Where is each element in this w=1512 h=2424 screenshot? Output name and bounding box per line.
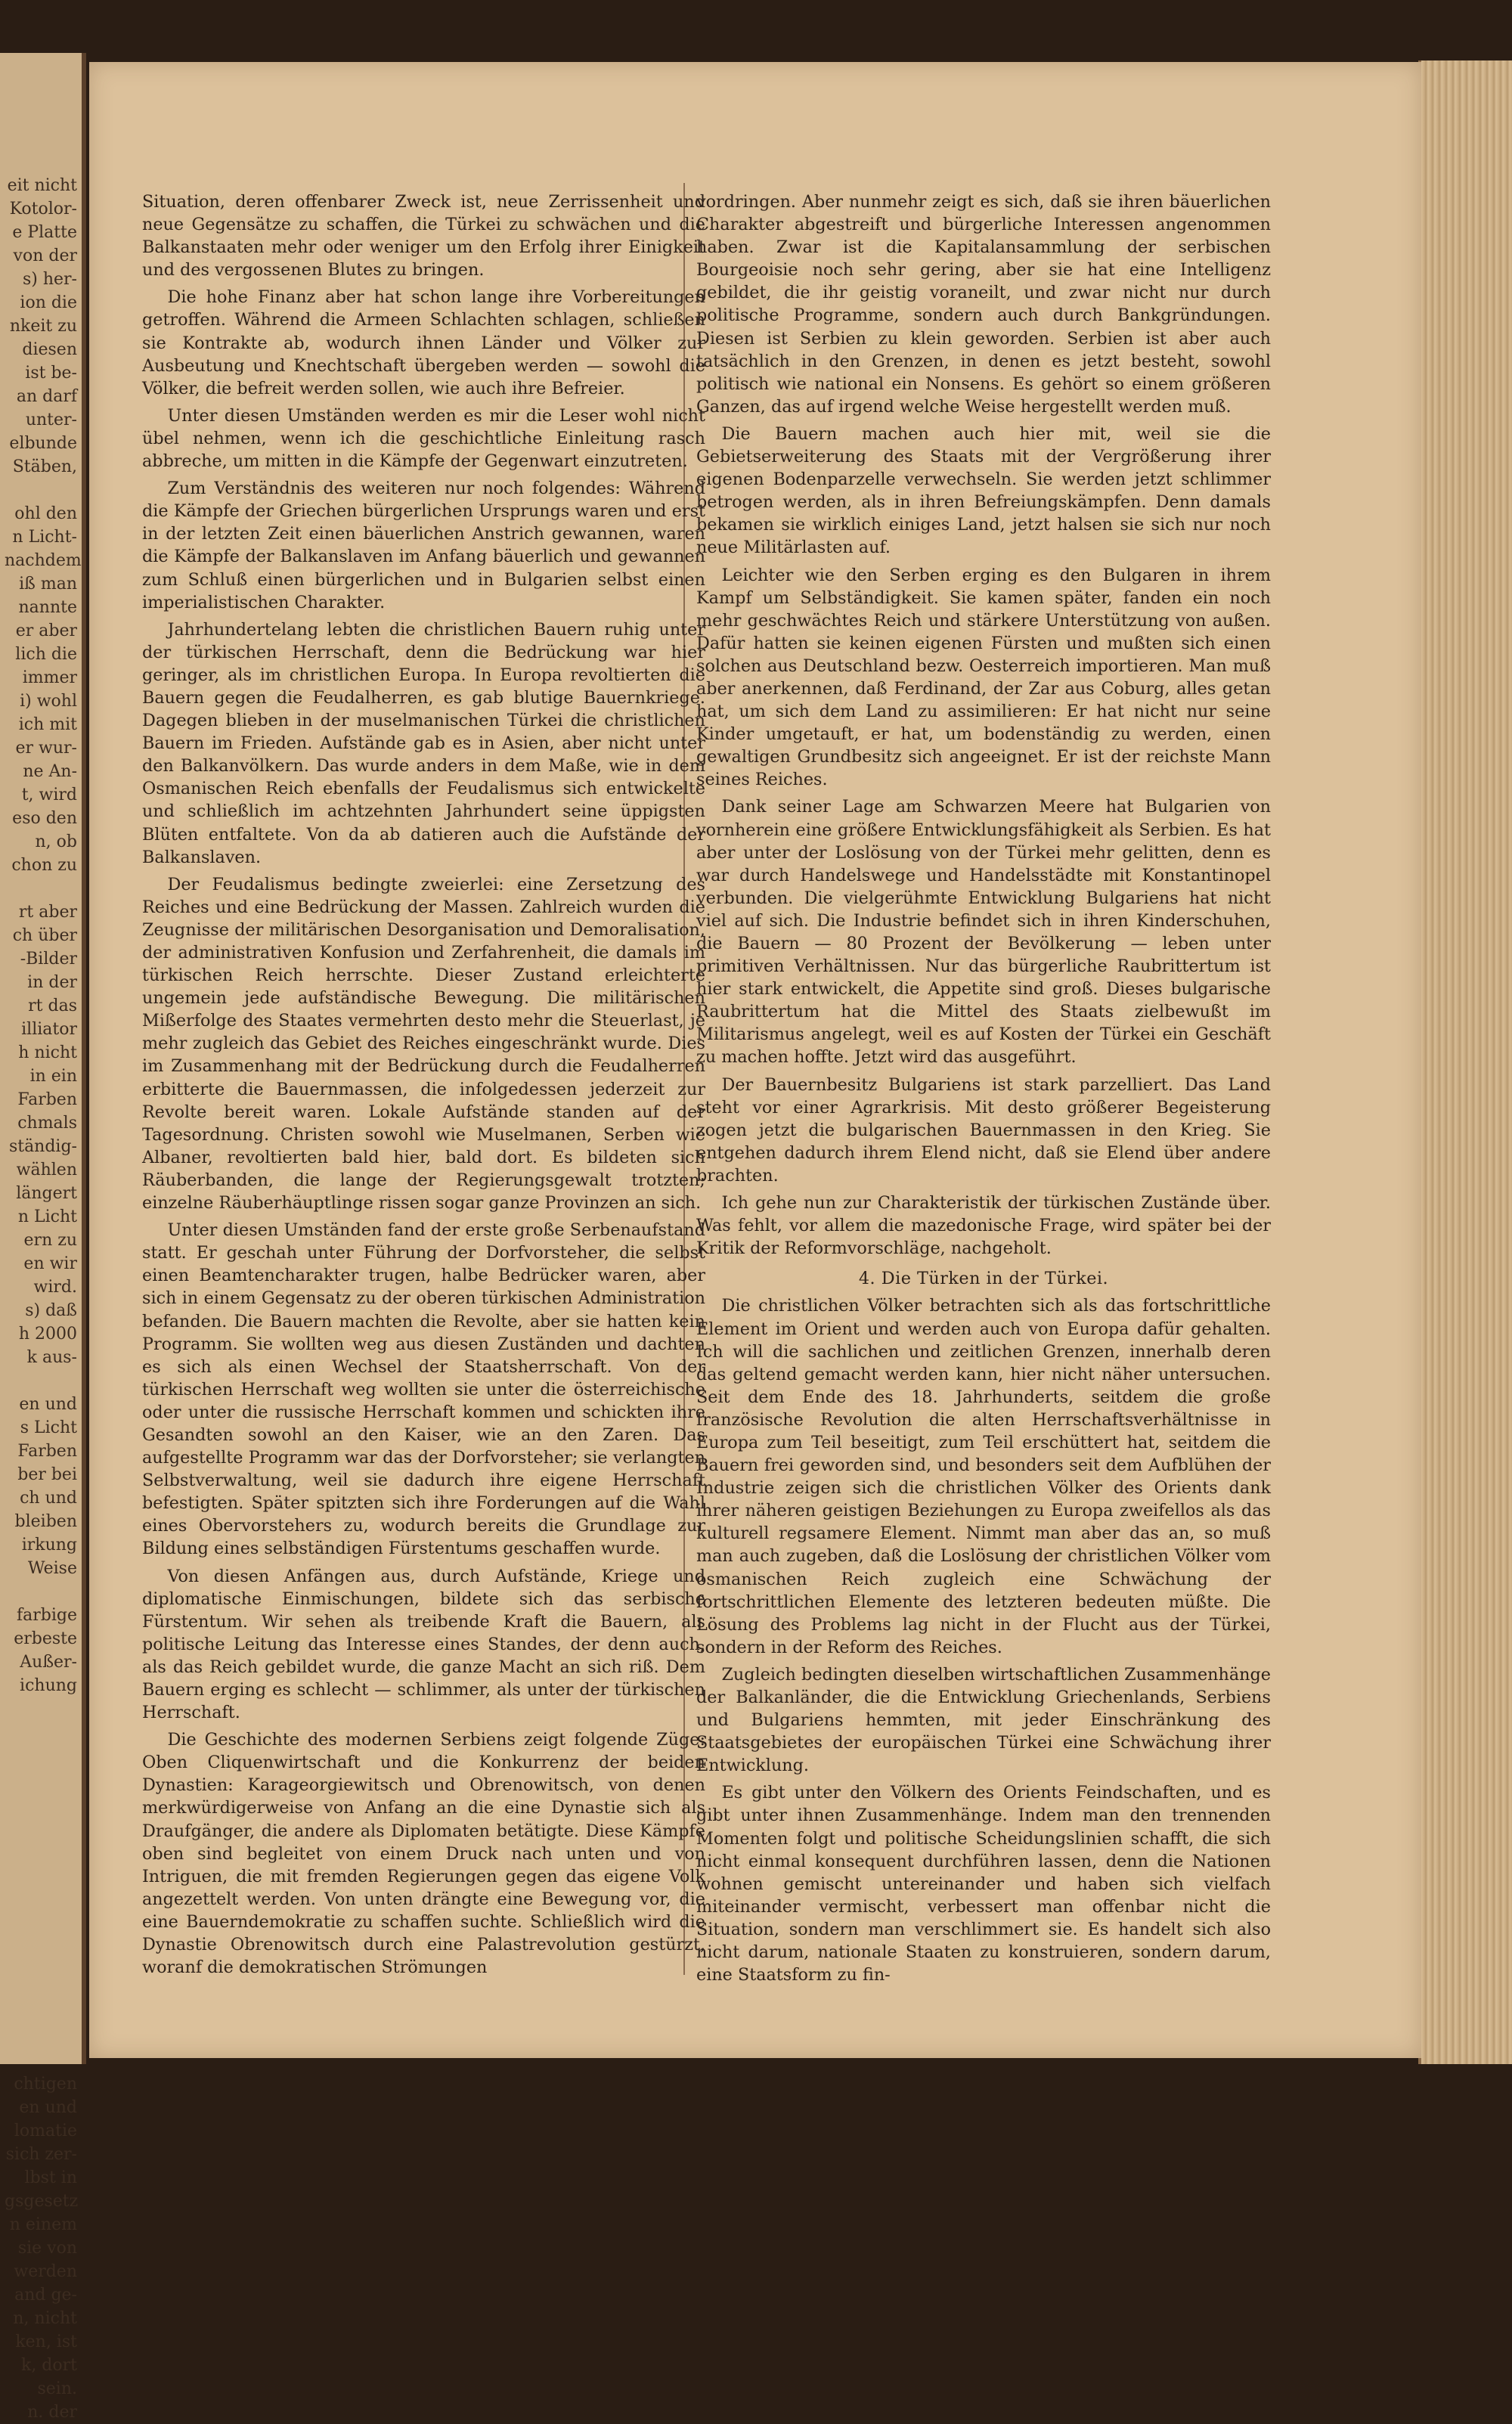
margin-fragment: ständig- (8, 1137, 77, 1156)
margin-fragment: eit nicht (7, 176, 77, 195)
margin-fragment: erbeste (14, 1629, 77, 1648)
margin-fragment: bleiben (14, 1512, 77, 1531)
page-stack-edge (1418, 60, 1512, 2064)
margin-fragment: ber bei (17, 1465, 77, 1484)
paragraph: Zugleich bedingten dieselben wirtschaftlichen Zusammenhänge der Balkanländer, die die Entwicklung Griechenlands, Serbiens und Bulgariens hemmten, mit jeder Einschränkung des Staatsgebietes der europäischen Türkei eine Schwächung ihrer Entwicklung. (696, 1664, 1271, 1776)
margin-fragment: sein. (37, 2379, 77, 2398)
margin-fragment (5, 1369, 77, 1393)
margin-fragment: ken, ist (15, 2333, 77, 2351)
margin-fragment: ich mit (18, 715, 77, 734)
margin-fragment: and ge- (14, 2286, 77, 2305)
paragraph: Jahrhundertelang lebten die christlichen Bauern ruhig unter der türkischen Herrschaft, denn die Bedrückung war hier geringer, als im christlichen Europa. In Europa revoltierten die Bauern gegen die Feudalherren, es gab blutige Bauernkriege. Dagegen blieben in der muselmanischen Türkei die christlichen Bauern im Frieden. Aufstände gab es in Asien, aber nicht unter den Balkanvölkern. Das wurde anders in dem Maße, wie in dem Osmanischen Reich ebenfalls der Feudalismus sich entwickelte und schließlich im achtzehnten Jahrhundert seine üppigsten Blüten entfaltete. Von da ab datieren auch die Aufstände der Balkanslaven. (142, 619, 705, 867)
paragraph: Zum Verständnis des weiteren nur noch folgendes: Während die Kämpfe der Griechen bürgerlichen Ursprungs waren und erst in der letzten Zeit einen bäuerlichen Anstrich gewannen, waren die Kämpfe der Balkanslaven im Anfang bäuerlich und gewannen zum Schluß einen bürgerlichen und in Bulgarien selbst einen imperialistischen Charakter. (142, 479, 705, 612)
margin-fragment (5, 2026, 77, 2049)
margin-fragment: nachdem (5, 551, 82, 570)
paragraph: Die christlichen Völker betrachten sich als das fortschrittliche Element im Orient und werden auch von Europa dafür gehalten. Ich will die sachlichen und zeitlichen Grenzen, innerhalb deren das geltend gemacht werden kann, hier nicht näher untersuchen. Seit dem Ende des 18. Jahrhunderts, seitdem die große französische Revolution die alten Herrschaftsverhältnisse in Europa zum Teil beseitigt, zum Teil erschüttert hat, seitdem die Bauern frei geworden sind, und besonders seit dem Aufblühen der Industrie zeigen sich die christlichen Völker des Orients dank ihrer näheren geistigen Beziehungen zu Europa zweifellos als das kulturell regsamere Element. Nimmt man aber das an, so muß man auch zugeben, daß die Loslösung der christlichen Völker vom osmanischen Reich zugleich eine Schwächung der fortschrittlichen Elemente des letzteren bedeuten müßte. Die Lösung des Problems lag nicht in der Flucht aus der Türkei, sondern in der Reform des Reiches. (696, 1296, 1271, 1657)
margin-fragment: chon zu (11, 856, 77, 875)
margin-fragment: eso den (12, 809, 77, 828)
margin-fragment: in der (27, 973, 77, 992)
margin-fragment: gsgesetz (5, 2192, 79, 2211)
margin-fragment: lich die (15, 645, 77, 664)
margin-fragment: er aber (15, 621, 77, 640)
margin-fragment: n, nicht (13, 2309, 77, 2328)
margin-fragment (5, 1721, 77, 1744)
right-column (696, 191, 1271, 1991)
margin-fragment: farbige (17, 1606, 77, 1625)
paragraph: Der Bauernbesitz Bulgariens ist stark parzelliert. Das Land steht vor einer Agrarkrisis. Mit desto größerer Begeisterung zogen jetzt die bulgarischen Bauernmassen in den Krieg. Sie entgehen dadurch ihrem Elend nicht, daß sie Elend über andere brachten. (696, 1074, 1271, 1186)
margin-fragment (5, 1979, 77, 2002)
margin-fragment (5, 1908, 77, 1932)
margin-fragment (5, 1791, 77, 1815)
paragraph: Die hohe Finanz aber hat schon lange ihre Vorbereitungen getroffen. Während die Armeen Schlachten schlagen, schließen sie Kontrakte ab, wodurch ihnen Länder und Völker zur Ausbeutung und Knechtschaft übergeben werden — sowohl die Völker, die befreit werden sollen, wie auch ihre Befreier. (142, 287, 705, 398)
margin-fragment: k, dort (20, 2356, 77, 2375)
margin-fragment: nannte (18, 598, 77, 617)
margin-fragment (5, 1955, 77, 1979)
margin-fragment: diesen (22, 340, 77, 359)
margin-fragment: chmals (17, 1114, 77, 1133)
margin-fragment: illiator (21, 1020, 77, 1039)
margin-fragment: ohl den (14, 504, 77, 523)
margin-fragment: s Licht (20, 1418, 77, 1437)
paragraph: Unter diesen Umständen werden es mir die Leser wohl nicht übel nehmen, wenn ich die geschichtliche Einleitung rasch abbreche, um mitten in die Kämpfe der Gegenwart einzutreten. (142, 405, 705, 472)
margin-fragment (5, 2002, 77, 2026)
paragraph: Leichter wie den Serben erging es den Bulgaren in ihrem Kampf um Selbständigkeit. Sie kamen später, fanden ein noch mehr geschwächtes Reich und stärkere Unterstützung von außen. Dafür hatten sie keinen eigenen Fürsten und mußten sich einen solchen aus Deutschland bezw. Oesterreich importieren. Man muß aber anerkennen, daß Ferdinand, der Zar aus Coburg, alles getan hat, um sich dem Land zu assimilieren: Er hat nicht nur seine Kinder umgetauft, er hat, um bodenständig zu werden, einen gewaltigen Grundbesitz sich angeeignet. Er ist der reichste Mann seines Reiches. (696, 565, 1271, 790)
paragraph: Ich gehe nun zur Charakteristik der türkischen Zustände über. Was fehlt, vor allem die mazedonische Frage, wird später bei der Kritik der Reformvorschläge, nachgeholt. (696, 1193, 1271, 1259)
margin-fragment: wird. (33, 1278, 77, 1297)
margin-fragment: n Licht (17, 1207, 77, 1226)
margin-fragment: chtigen (14, 2075, 77, 2094)
margin-fragment: h nicht (18, 1043, 77, 1062)
margin-fragment (5, 1932, 77, 1955)
margin-fragment: k aus- (26, 1348, 77, 1367)
margin-fragment (5, 1697, 77, 1721)
margin-fragment: wählen (16, 1161, 77, 1179)
margin-fragment: i) wohl (20, 692, 77, 711)
margin-fragment: unter- (25, 411, 77, 429)
margin-fragment: Kotolor- (9, 200, 77, 219)
margin-fragment: elbunde (9, 434, 77, 453)
margin-fragment (5, 1580, 77, 1604)
margin-fragment: Außer- (20, 1653, 77, 1672)
paragraph: Es gibt unter den Völkern des Orients Feindschaften, und es gibt unter ihnen Zusammenhänge. Indem man den trennenden Momenten folgt und politische Scheidungslinien schafft, die sich nicht einmal konsequent durchführen lassen, denn die Nationen wohnen gemischt untereinander und haben sich vielfach miteinander vermischt, verbessert man offenbar nicht die Situation, sondern man verschlimmert sie. Es handelt sich also nicht darum, nationale Staaten zu konstruieren, sondern darum, eine Staatsform zu fin- (696, 1783, 1271, 1985)
margin-fragment: ne An- (23, 762, 77, 781)
margin-fragment: n, ob (35, 832, 77, 851)
paragraph: vordringen. Aber nunmehr zeigt es sich, daß sie ihren bäuerlichen Charakter abgestreift und bürgerliche Interessen angenommen haben. Zwar ist die Kapitalansammlung der serbischen Bourgeoisie noch sehr gering, aber sie hat eine Intelligenz gebildet, die ihr geistig voraneilt, und zwar nicht nur durch politische Programme, sondern auch durch Bankgründungen. Diesen ist Serbien zu klein geworden. Serbien ist aber auch tatsächlich in den Grenzen, in denen es jetzt besteht, sowohl politisch wie national ein Nonsens. Es gehört so einem größeren Ganzen, das auf irgend welche Weise hergestellt werden muß. (696, 192, 1271, 417)
margin-fragment (5, 479, 77, 502)
margin-fragment: Farben (17, 1090, 77, 1109)
margin-fragment: lomatie (14, 2122, 77, 2140)
paragraph: Situation, deren offenbarer Zweck ist, neue Zerrissenheit und neue Gegensätze zu schaffen, die Türkei zu schwächen und die Balkanstaaten mehr oder weniger um den Erfolg ihrer Einigkeit und des vergossenen Blutes zu bringen. (142, 192, 705, 281)
margin-fragment: sie von (17, 2239, 77, 2258)
margin-fragment: in ein (29, 1067, 77, 1086)
margin-fragment: an darf (16, 387, 77, 406)
margin-fragment (5, 1744, 77, 1768)
margin-fragment (5, 1861, 77, 1885)
margin-fragment: n. der (27, 2403, 77, 2422)
margin-fragment: werden (14, 2262, 77, 2281)
adjacent-page-edge (0, 53, 86, 2422)
paragraph: Von diesen Anfängen aus, durch Aufstände, Kriege und diplomatische Einmischungen, bildete sich das serbische Fürstentum. Wir sehen als treibende Kraft die Bauern, als politische Leitung das Interesse eines Standes, der denn auch, als das Reich gebildet wurde, die ganze Macht an sich riß. Dem Bauern erging es schlecht — schlimmer, als unter der türkischen Herrschaft. (142, 1566, 705, 1723)
margin-fragment (5, 877, 77, 900)
margin-fragment: h 2000 (18, 1325, 77, 1344)
margin-fragment (5, 1815, 77, 1838)
margin-fragment: ion die (20, 293, 77, 312)
margin-fragment: lbst in (24, 2168, 77, 2187)
margin-fragment: Weise (27, 1559, 77, 1578)
margin-fragment: rt das (28, 997, 77, 1015)
paragraph: Der Feudalismus bedingte zweierlei: eine Zersetzung des Reiches und eine Bedrückung der Massen. Zahlreich wurden die Zeugnisse der militärischen Desorganisation und Demoralisation, der administrativen Konfusion und Zerfahrenheit, die damals im türkischen Reich herrschte. Dieser Zustand erleichterte ungemein jede aufständische Bewegung. Die militärischen Mißerfolge des Staates vermehrten desto mehr die Steuerlast, je mehr zugleich das Gebiet des Reiches eingeschränkt wurde. Dies im Zusammenhang mit der Bedrückung durch die Feudalherren erbitterte die Bauernmassen, die infolgedessen jederzeit zur Revolte bereit waren. Lokale Aufstände standen auf der Tagesordnung. Christen sowohl wie Muselmanen, Serben wie Albaner, revoltierten bald hier, bald dort. Es bildeten sich Räuberbanden, die lange der Regierungsgewalt trotzten; einzelne Räuberhäuptlinge rissen sogar ganze Provinzen an sich. (142, 874, 705, 1214)
margin-fragment: -Bilder (20, 950, 77, 969)
margin-fragment: e Platte (12, 223, 77, 242)
left-column (142, 191, 705, 1983)
margin-fragment: en wir (23, 1254, 77, 1273)
margin-fragment (5, 1885, 77, 1908)
margin-fragment: rt aber (18, 903, 77, 922)
margin-fragment: s) her- (22, 270, 77, 289)
paragraph: Die Bauern machen auch hier mit, weil sie die Gebietserweiterung des Staats mit der Vergrößerung ihrer eigenen Bodenparzelle verwechseln. Sie werden jetzt schlimmer betrogen werden, als in ihren Befreiungskämpfen. Denn damals bekamen sie wirklich einiges Land, jetzt halsen sie sich nur noch neue Militärlasten auf. (696, 423, 1271, 558)
paragraph: Die Geschichte des modernen Serbiens zeigt folgende Züge: Oben Cliquenwirtschaft und die Konkurrenz der beiden Dynastien: Karageorgiewitsch und Obrenowitsch, von denen merkwürdigerweise von Anfang an die eine Dynastie sich als Draufgänger, die andere als Diplomaten betätigte. Diese Kämpfe oben sind begleitet von einem Druck nach unten und von Intriguen, die mit fremden Regierungen gegen das eigene Volk angezettelt werden. Von unten drängte eine Bewegung vor, die eine Bauerndemokratie zu schaffen suchte. Schließlich wird die Dynastie Obrenowitsch durch eine Palastrevolution gestürzt, woranf die demokratischen Strömungen (142, 1730, 705, 1978)
adjacent-page-text-fragments (5, 174, 82, 2424)
margin-fragment: ist be- (25, 364, 77, 383)
book-page (89, 62, 1421, 2058)
margin-fragment: en und (19, 2098, 77, 2117)
margin-fragment: n Licht- (12, 528, 77, 547)
margin-fragment: von der (13, 246, 77, 265)
margin-fragment (5, 2049, 77, 2072)
section-heading: 4. Die Türken in der Türkei. (858, 1269, 1109, 1289)
paragraph: Dank seiner Lage am Schwarzen Meere hat Bulgarien von vornherein eine größere Entwicklungsfähigkeit als Serbien. Es hat aber unter der Loslösung von der Türkei mehr gelitten, denn es war durch Handelswege und Handelsstädte mit Konstantinopel verbunden. Die vielgerühmte Entwicklung Bulgariens hat nicht viel auf sich. Die Industrie befindet sich in ihren Kinderschuhen, die Bauern — 80 Prozent der Bevölkerung — leben unter primitiven Verhältnissen. Nur das bürgerliche Raubrittertum ist hier stark entwickelt, die Appetite sind groß. Dieses bulgarische Raubrittertum hat die Mittel des Staats zielbewußt im Militarismus angelegt, weil es auf Kosten der Türkei ein Geschäft zu machen hoffte. Jetzt wird das ausgeführt. (696, 797, 1271, 1068)
margin-fragment: immer (22, 668, 77, 687)
margin-fragment: iß man (19, 575, 77, 594)
margin-fragment: ch und (20, 1489, 77, 1508)
margin-fragment: ch über (12, 926, 77, 945)
margin-fragment: sich zer- (5, 2145, 77, 2164)
margin-fragment: Farben (17, 1442, 77, 1461)
margin-fragment: t, wird (21, 786, 77, 804)
margin-fragment: er wur- (15, 739, 77, 758)
margin-fragment: irkung (21, 1536, 77, 1555)
margin-fragment (5, 1838, 77, 1861)
margin-fragment: ern zu (23, 1231, 77, 1250)
margin-fragment: en und (19, 1395, 77, 1414)
paragraph: Unter diesen Umständen fand der erste große Serbenaufstand statt. Er geschah unter Führung der Dorfvorsteher, die selbst einen Beamtencharakter trugen, halbe Bedrücker waren, aber sich in einem Gegensatz zu der oberen türkischen Administration befanden. Die Bauern machten die Revolte, aber sie hatten kein Programm. Sie wollten weg aus diesen Zuständen und dachten es sich als einen Wechsel der Staatsherrschaft. Von der türkischen Herrschaft weg wollten sie unter die österreichische oder unter die russische Herrschaft kommen und schickten ihre Gesandten sowohl an den Kaiser, wie an den Zaren. Das aufgestellte Programm war das der Dorfvorsteher; sie verlangten Selbstverwaltung, weil sie dadurch ihre eigene Herrschaft befestigten. Später spitzten sich ihre Forderungen auf die Wahl eines Obervorstehers zu, wodurch bereits die Grundlage zur Bildung eines selbständigen Fürstentums geschaffen wurde. (142, 1220, 705, 1559)
margin-fragment (5, 1768, 77, 1791)
margin-fragment: s) daß (25, 1301, 77, 1320)
margin-fragment: n einem (9, 2215, 77, 2234)
margin-fragment: längert (16, 1184, 77, 1203)
margin-fragment: ichung (20, 1676, 77, 1695)
margin-fragment: nkeit zu (9, 317, 77, 336)
margin-fragment: Stäben, (12, 457, 77, 476)
